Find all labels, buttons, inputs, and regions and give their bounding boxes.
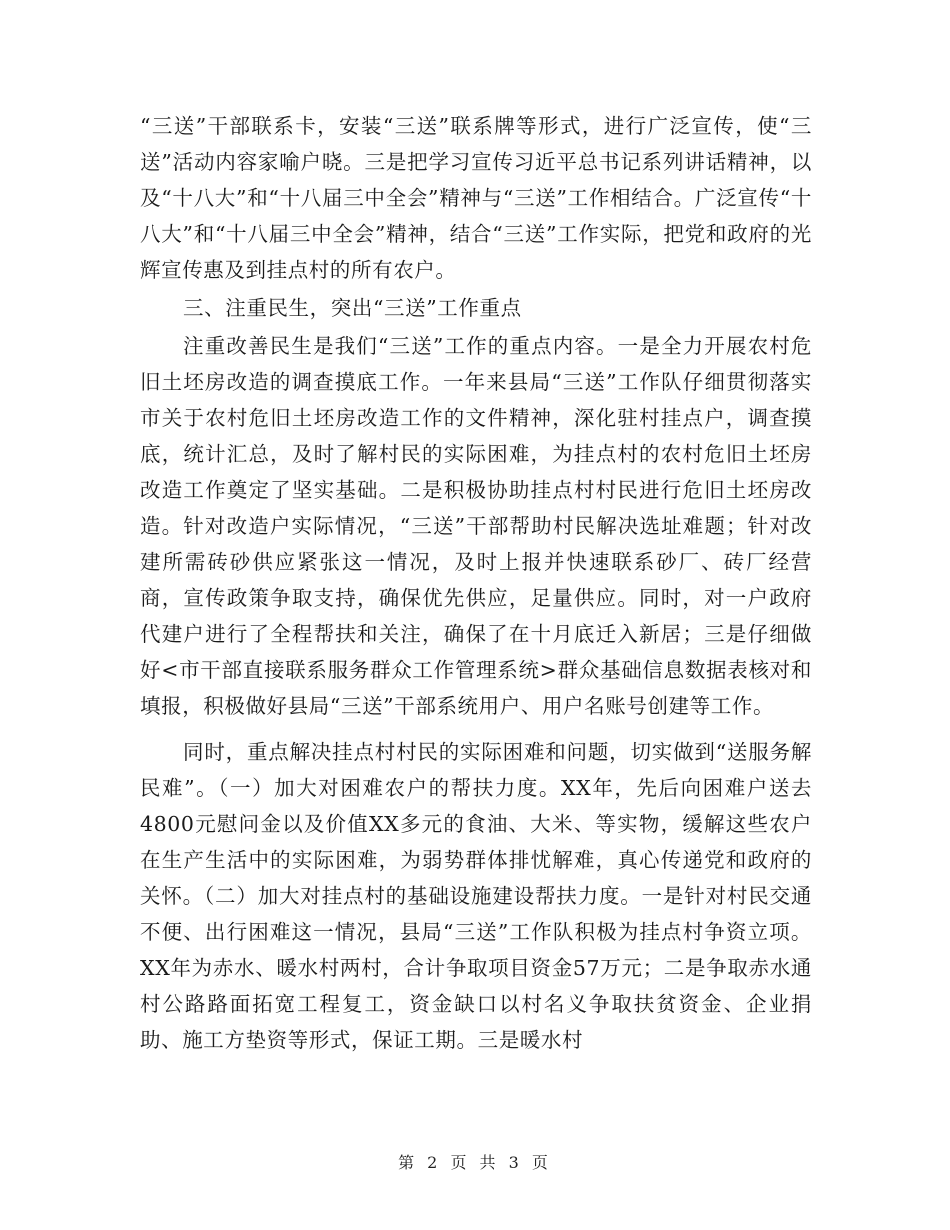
page-footer: 第 2 页 共 3 页 <box>398 1153 552 1172</box>
document-body <box>140 108 812 1058</box>
paragraph-livelihood: 注重改善民生是我们“三送”工作的重点内容。一是全力开展农村危旧土坯房改造的调查摸底工作。一年来县局“三送”工作队仔细贯彻落实市关于农村危旧土坯房改造工作的文件精神，深化驻村挂点户，调查摸底，统计汇总，及时了解村民的实际困难，为挂点村的农村危旧土坯房改造工作奠定了坚实基础。二是积极协助挂点村村民进行危旧土坯房改造。针对改造户实际情况，“三送”干部帮助村民解决选址难题；针对改建所需砖砂供应紧张这一情况，及时上报并快速联系砂厂、砖厂经营商，宣传政策争取支持，确保优先供应，足量供应。同时，对一户政府代建户进行了全程帮扶和关注，确保了在十月底迁入新居；三是仔细做好<市干部直接联系服务群众工作管理系统>群众基础信息数据表核对和填报，积极做好县局“三送”干部系统用户、用户名账号创建等工作。 <box>140 334 812 718</box>
paragraph-difficulties: 同时，重点解决挂点村村民的实际困难和问题，切实做到“送服务解民难”。（一）加大对困难农户的帮扶力度。XX年，先后向困难户送去4800元慰问金以及价值XX多元的食油、大米、等实物，缓解这些农户在生产生活中的实际困难，为弱势群体排忧解难，真心传递党和政府的关怀。（二）加大对挂点村的基础设施建设帮扶力度。一是针对村民交通不便、出行困难这一情况，县局“三送”工作队积极为挂点村争资立项。XX年为赤水、暖水村两村，合计争取项目资金57万元；二是争取赤水通村公路路面拓宽工程复工，资金缺口以村名义争取扶贫资金、企业捐助、施工方垫资等形式，保证工期。三是暖水村 <box>140 740 812 1052</box>
paragraph-continued: “三送”干部联系卡，安装“三送”联系牌等形式，进行广泛宣传，使“三送”活动内容家喻户晓。三是把学习宣传习近平总书记系列讲话精神，以及“十八大”和“十八届三中全会”精神与“三送”工作相结合。广泛宣传“十八大”和“十八届三中全会”精神，结合“三送”工作实际，把党和政府的光辉宣传惠及到挂点村的所有农户。 <box>140 114 812 282</box>
section-heading: 三、注重民生，突出“三送”工作重点 <box>183 296 522 320</box>
